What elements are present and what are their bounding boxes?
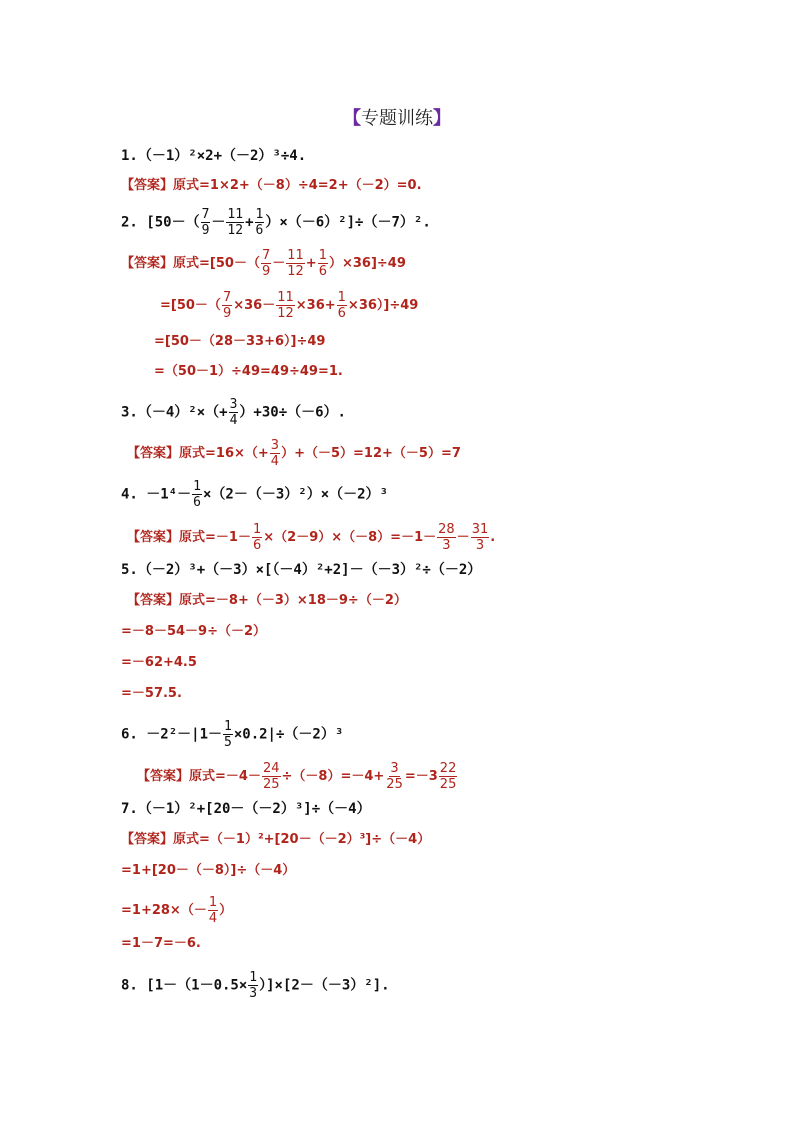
math-text: 【答案】	[137, 769, 190, 784]
problem-3	[121, 397, 346, 428]
math-text: 原式=16×（+	[179, 446, 269, 461]
problem-6	[121, 719, 343, 750]
problem-2	[121, 207, 431, 238]
math-text: 原式=－1－	[179, 530, 251, 545]
math-text: 11	[227, 207, 244, 222]
math-text: ×36+	[295, 298, 336, 313]
math-text: 11	[287, 248, 304, 263]
answer-5-line-2	[121, 622, 266, 642]
answer-7-line-2	[121, 861, 295, 881]
math-text: ）+30÷（－6）.	[239, 404, 346, 421]
math-text: 5.（－2）³+（－3）×[（－4）²+2]－（－3）²÷（－2）	[121, 562, 482, 578]
answer-tag: 【答案】	[121, 256, 174, 271]
math-text: 24	[262, 761, 280, 776]
math-text: 3	[270, 438, 280, 453]
math-text: ）+（－5）=12+（－5）=7	[281, 446, 461, 461]
fraction	[262, 761, 281, 792]
math-text: =1+[20－（－8）]÷（－4）	[121, 863, 296, 878]
math-text: 【答案】	[127, 593, 180, 608]
math-text: ×（2－9）×（－8）=－1－	[263, 530, 437, 545]
math-text: 4	[229, 413, 238, 428]
math-text: 原式=[50－（	[173, 256, 260, 271]
fraction	[222, 290, 232, 321]
math-text: +	[245, 214, 254, 231]
answer-7-line-4	[121, 934, 201, 954]
math-text: 3.（－4）²×（+	[121, 404, 228, 421]
answer-6	[137, 761, 458, 792]
math-text: ×（2－（－3）²）×（－2）³	[202, 486, 388, 503]
page-title: 【专题训练】	[343, 108, 451, 129]
math-text: 11	[277, 290, 294, 305]
problem-4	[121, 479, 388, 510]
math-text: 【答案】	[127, 530, 180, 545]
math-text: =－62+4.5	[121, 655, 197, 670]
math-text: 原式=－4－	[189, 769, 261, 784]
math-text: +	[305, 256, 317, 271]
fraction	[201, 207, 211, 238]
math-text: 25	[439, 777, 457, 792]
fraction	[270, 438, 280, 469]
math-text: 7.（－1）²+[20－（－2）³]÷（－4）	[121, 801, 371, 817]
answer-5-line-1	[127, 591, 407, 611]
math-text: 9	[201, 223, 210, 238]
fraction	[385, 761, 404, 792]
math-text: 1	[337, 290, 346, 305]
math-text: 31	[471, 522, 489, 537]
answer-5-line-3	[121, 653, 197, 673]
math-text: 4. －1⁴－	[121, 486, 192, 503]
math-text: －	[211, 214, 226, 231]
math-text: 7	[201, 207, 210, 222]
math-text: ×36－	[233, 298, 276, 313]
math-text: =[50－（	[160, 298, 221, 313]
math-text: 4	[270, 454, 280, 469]
answer-2-line-1	[121, 248, 406, 279]
math-text: .	[490, 530, 496, 545]
math-text: ）	[219, 903, 233, 918]
math-text: 22	[439, 761, 457, 776]
fraction	[226, 207, 244, 238]
problem-1	[121, 146, 306, 166]
math-text: 9	[222, 306, 232, 321]
math-text: 1	[193, 479, 201, 494]
problem-7	[121, 799, 371, 819]
math-text: =（50－1）÷49=49÷49=1.	[154, 364, 343, 379]
math-text: 4	[208, 911, 218, 926]
fraction	[318, 248, 328, 279]
math-text: ）×（－6）²]÷（－7）².	[265, 214, 431, 231]
answer-tag: 【答案】	[121, 178, 174, 193]
math-text: 1	[224, 719, 232, 734]
fraction	[248, 970, 258, 1001]
math-text: 1	[252, 522, 262, 537]
answer-1-text: 原式=1×2+（－8）÷4=2+（－2）=0.	[173, 178, 422, 193]
title-text: 专题训练	[361, 108, 433, 129]
fraction	[337, 290, 347, 321]
math-text: 3	[229, 397, 238, 412]
math-text: =－57.5.	[121, 686, 182, 701]
math-text: 1	[208, 895, 218, 910]
math-text: 3	[249, 986, 258, 1001]
answer-5-line-4	[121, 684, 182, 704]
fraction	[471, 522, 490, 553]
math-text: 1	[249, 970, 258, 985]
math-text: 25	[262, 777, 280, 792]
math-text: 【答案】	[127, 446, 180, 461]
math-text: 12	[287, 264, 304, 279]
fraction	[208, 895, 218, 926]
math-text: =1+28×（－	[121, 903, 207, 918]
answer-3	[127, 438, 461, 469]
math-text: 3	[390, 761, 399, 776]
math-text: 1	[318, 248, 327, 263]
math-text: =－3	[404, 769, 438, 784]
fraction	[286, 248, 305, 279]
fraction	[192, 479, 202, 510]
answer-1	[121, 176, 422, 196]
math-text: 28	[438, 522, 455, 537]
math-text: 9	[261, 264, 271, 279]
answer-2-line-4	[154, 362, 343, 382]
problem-8	[121, 970, 390, 1001]
math-text: 1	[255, 207, 264, 222]
math-text: 【答案】	[121, 832, 174, 847]
math-text: 3	[442, 538, 451, 553]
math-text: 6	[318, 264, 327, 279]
math-text: 5	[224, 735, 232, 750]
problem-1-text: 1.（－1）²×2+（－2）³÷4.	[121, 148, 307, 164]
fraction	[261, 248, 271, 279]
answer-4	[127, 522, 495, 553]
math-text: 6	[193, 495, 201, 510]
math-text: 原式=－8+（－3）×18－9÷（－2）	[179, 593, 407, 608]
problem-5	[121, 560, 481, 580]
math-text: =[50－（28－33+6）]÷49	[154, 334, 326, 349]
math-text: 原式=（－1）²+[20－（－2）³]÷（－4）	[173, 832, 431, 847]
math-text: 6. －2²－|1－	[121, 726, 223, 743]
answer-2-line-2	[160, 290, 418, 321]
math-text: 7	[222, 290, 232, 305]
math-text: ×0.2|÷（－2）³	[233, 726, 344, 743]
math-text: 6	[252, 538, 262, 553]
math-text: －	[456, 530, 470, 545]
answer-7-line-3	[121, 895, 232, 926]
fraction	[255, 207, 265, 238]
math-text: －	[272, 256, 286, 271]
math-text: ÷（－8）=－4+	[281, 769, 385, 784]
math-text: 2. [50－（	[121, 214, 200, 231]
fraction	[229, 397, 239, 428]
math-text: 6	[255, 223, 264, 238]
fraction	[439, 761, 458, 792]
math-text: 7	[261, 248, 271, 263]
math-text: =－8－54－9÷（－2）	[121, 624, 267, 639]
math-text: 8. [1－（1－0.5×	[121, 977, 248, 994]
math-text: ）×36]÷49	[328, 256, 406, 271]
math-text: 12	[227, 223, 244, 238]
math-text: 12	[277, 306, 294, 321]
fraction	[276, 290, 295, 321]
fraction	[223, 719, 233, 750]
math-text: 6	[337, 306, 346, 321]
math-text: ×36）]÷49	[347, 298, 419, 313]
math-text: 3	[475, 538, 485, 553]
answer-7-line-1	[121, 830, 430, 850]
answer-2-line-3	[154, 332, 325, 352]
math-text: 25	[386, 777, 403, 792]
fraction	[437, 522, 456, 553]
fraction	[252, 522, 262, 553]
math-text: ）]×[2－（－3）²].	[259, 977, 390, 994]
math-text: =1－7=－6.	[121, 936, 201, 951]
